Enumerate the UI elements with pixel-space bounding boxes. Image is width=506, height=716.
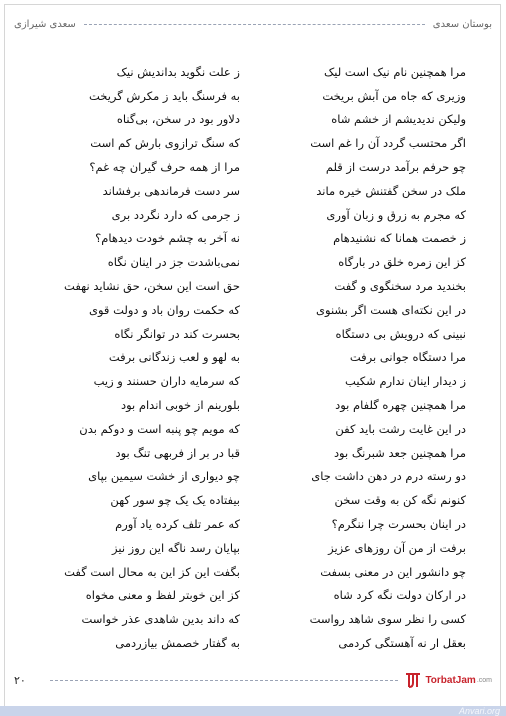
verse-second-hemistich: به گفتار خصمش بیازردمی	[115, 636, 240, 651]
verse-first-hemistich: بعقل ار نه آهستگی کردمی	[338, 636, 466, 651]
verse-row	[40, 346, 466, 370]
verse-row	[40, 298, 466, 322]
verse-second-hemistich: که داند بدین شاهدی عذر خواست	[81, 612, 240, 627]
footer-divider	[50, 680, 398, 681]
verse-row	[40, 227, 466, 251]
verse-first-hemistich: ملک در سخن گفتنش خیره ماند	[316, 183, 466, 198]
verse-row	[40, 84, 466, 108]
verse-row	[40, 393, 466, 417]
book-title: بوستان سعدی	[432, 18, 492, 30]
verse-first-hemistich: مرا همچنین جعد شبرنگ بود	[333, 445, 466, 460]
verse-row	[40, 322, 466, 346]
verse-second-hemistich: کز این خوبتر لفظ و معنی مخواه	[85, 588, 240, 603]
verse-second-hemistich: بلورینم از خوبی اندام بود	[120, 398, 240, 413]
verse-first-hemistich: دو رسته درم در دهن داشت جای	[311, 469, 466, 484]
verse-first-hemistich: اگر محتسب گردد آن را غم است	[310, 136, 466, 151]
verse-second-hemistich: ز علت نگوید بداندیش نیک	[116, 64, 240, 79]
verse-second-hemistich: حق است این سخن، حق نشاید نهفت	[64, 279, 240, 294]
verse-second-hemistich: چو دیواری از خشت سیمین بپای	[88, 469, 240, 484]
author-name: سعدی شیرازی	[14, 18, 76, 30]
verse-first-hemistich: چو حرفم برآمد درست از قلم	[325, 160, 466, 175]
verse-first-hemistich: در اینان بحسرت چرا ننگرم؟	[331, 517, 466, 532]
verse-first-hemistich: در این غایت رشت باید کفن	[335, 421, 466, 436]
verse-second-hemistich: که مویم چو پنبه است و دوکم بدن	[79, 421, 240, 436]
verse-second-hemistich: که عمر تلف کرده یاد آورم	[115, 517, 240, 532]
verse-second-hemistich: بگفت این کز این به محال است گفت	[64, 564, 240, 579]
verse-row	[40, 417, 466, 441]
verse-second-hemistich: که سرمایه داران حسنند و زیب	[93, 374, 240, 389]
page-number: ۲۰	[14, 673, 26, 687]
verse-first-hemistich: ز خصمت همانا که نشنیدهام	[333, 231, 466, 246]
verse-first-hemistich: کسی را نظر سوی شاهد رواست	[309, 612, 466, 627]
verse-first-hemistich: وزیری که جاه من آبش بریخت	[322, 88, 466, 103]
verse-first-hemistich: برفت از من آن روزهای عزیز	[328, 540, 466, 555]
verse-second-hemistich: به فرسنگ باید ز مکرش گریخت	[88, 88, 240, 103]
verse-row	[40, 536, 466, 560]
verse-second-hemistich: نمی‌باشدت جز در اینان نگاه	[107, 255, 240, 270]
verse-row	[40, 369, 466, 393]
verse-first-hemistich: که مجرم به زرق و زبان آوری	[326, 207, 466, 222]
verse-second-hemistich: ز جرمی که دارد نگردد بری	[111, 207, 240, 222]
verse-row	[40, 512, 466, 536]
bottom-bar	[0, 706, 506, 716]
verse-second-hemistich: بپایان رسد ناگه این روز نیز	[112, 540, 240, 555]
verse-row	[40, 131, 466, 155]
watermark: Anvari.org	[458, 706, 500, 716]
verse-row	[40, 631, 466, 655]
verse-row	[40, 108, 466, 132]
verse-second-hemistich: سر دست فرماندهی برفشاند	[102, 183, 240, 198]
brand-name: TorbatJam	[425, 674, 476, 686]
verse-row	[40, 488, 466, 512]
poem-body	[40, 60, 466, 655]
torbatjam-logo-icon	[404, 671, 422, 689]
header-divider	[84, 24, 425, 25]
verse-second-hemistich: دلاور بود در سخن، بی‌گناه	[116, 112, 240, 127]
verse-row	[40, 179, 466, 203]
verse-first-hemistich: مرا همچنین چهره گلفام بود	[335, 398, 466, 413]
verse-row	[40, 584, 466, 608]
verse-second-hemistich: نه آخر به چشم خودت دیدهام؟	[95, 231, 240, 246]
verse-second-hemistich: قبا در بر از فربهی تنگ بود	[115, 445, 240, 460]
verse-second-hemistich: بیفتاده یک یک چو سور کهن	[110, 493, 240, 508]
verse-second-hemistich: بحسرت کند در توانگر نگاه	[114, 326, 240, 341]
verse-row	[40, 60, 466, 84]
verse-row	[40, 250, 466, 274]
verse-second-hemistich: به لهو و لعب زندگانی برفت	[108, 350, 240, 365]
verse-row	[40, 441, 466, 465]
brand[interactable]	[404, 671, 492, 689]
verse-first-hemistich: نبینی که درویش بی دستگاه	[335, 326, 466, 341]
verse-first-hemistich: بخندید مرد سخنگوی و گفت	[334, 279, 466, 294]
verse-row	[40, 155, 466, 179]
verse-row	[40, 607, 466, 631]
verse-second-hemistich: که سنگ ترازوی بارش کم است	[90, 136, 240, 151]
verse-first-hemistich: چو دانشور این در معنی بسفت	[320, 564, 466, 579]
verse-first-hemistich: مرا همچنین نام نیک است لیک	[324, 64, 466, 79]
verse-first-hemistich: در این نکته‌ای هست اگر بشنوی	[316, 302, 466, 317]
page-footer	[14, 670, 492, 690]
verse-first-hemistich: کز این زمره خلق در بارگاه	[338, 255, 466, 270]
verse-second-hemistich: که حکمت روان باد و دولت قوی	[88, 302, 240, 317]
verse-row	[40, 465, 466, 489]
verse-first-hemistich: مرا دستگاه جوانی برفت	[349, 350, 466, 365]
verse-first-hemistich: ولیکن ندیدیشم از خشم شاه	[331, 112, 466, 127]
verse-row	[40, 274, 466, 298]
verse-row	[40, 560, 466, 584]
verse-row	[40, 203, 466, 227]
page-header	[14, 14, 492, 34]
verse-first-hemistich: در ارکان دولت نگه کرد شاه	[333, 588, 466, 603]
verse-first-hemistich: ز دیدار اینان ندارم شکیب	[345, 374, 466, 389]
verse-second-hemistich: مرا از همه حرف گیران چه غم؟	[89, 160, 240, 175]
verse-first-hemistich: کنونم نگه کن به وقت سخن	[334, 493, 466, 508]
brand-tld: .com	[476, 676, 492, 684]
